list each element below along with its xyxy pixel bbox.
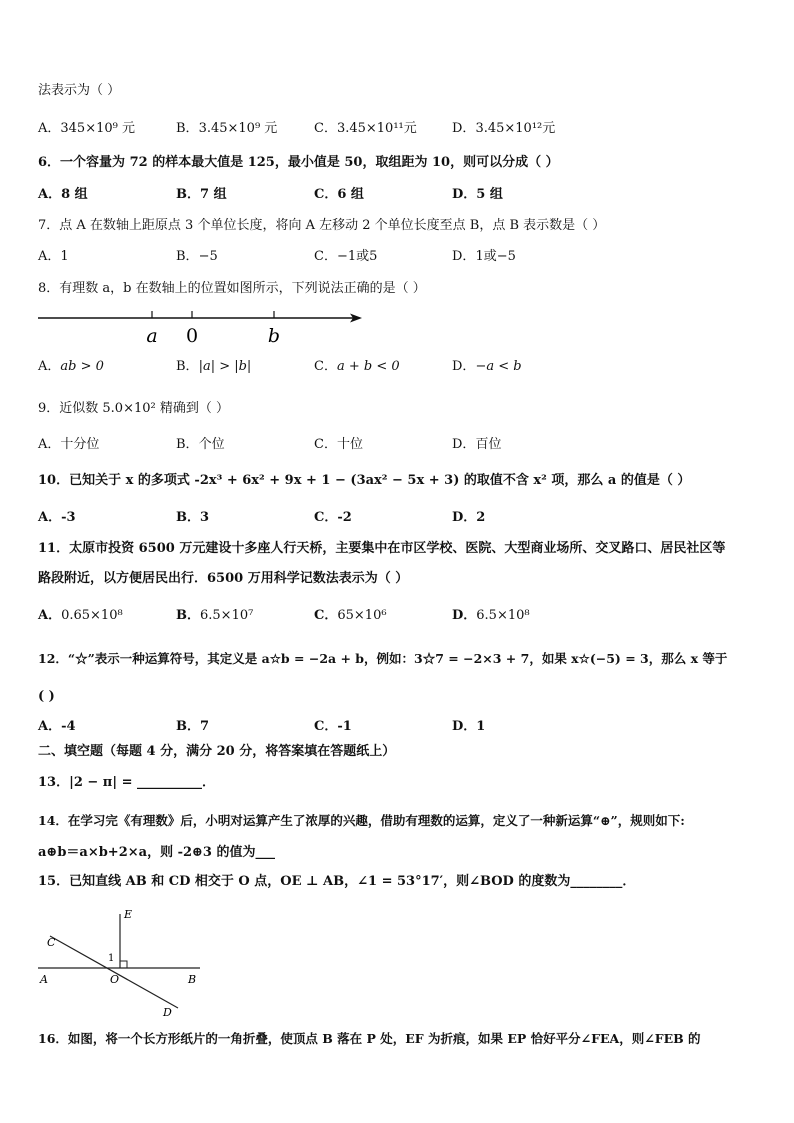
q6-option-c xyxy=(314,186,364,204)
option-text: 十位 xyxy=(336,437,363,452)
q9-stem: 9．近似数 5.0×10² 精确到（ ） xyxy=(38,401,229,416)
option-text: 345×10⁹ 元 xyxy=(60,121,135,136)
label-a: A xyxy=(40,973,48,986)
option-text: 6.5×10⁸ xyxy=(476,608,530,623)
option-text: 3.45×10¹¹元 xyxy=(336,121,417,136)
q16-stem: 16．如图，将一个长方形纸片的一角折叠，使顶点 B 落在 P 处，EF 为折痕，如果 EP 恰好平分∠FEA，则∠FEB 的 xyxy=(38,1031,701,1046)
q5-stem-end: 法表示为（ ） xyxy=(38,83,121,98)
option-label: D． xyxy=(452,249,476,264)
label-o: O xyxy=(110,973,120,986)
option-label: B． xyxy=(176,437,199,452)
q10-stem: 10．已知关于 x 的多项式 -2x³ + 6x² + 9x + 1 − (3ax² − 5x + 3) 的取值不含 x² 项，那么 a 的值是（ ） xyxy=(38,473,691,488)
option-text: 百位 xyxy=(475,437,502,452)
q13-stem: 13．|2 − π| = __________． xyxy=(38,775,215,790)
option-label: C． xyxy=(314,719,338,734)
q6-stem: 6．一个容量为 72 的样本最大值是 125，最小值是 50，取组距为 10，则可以分成（ ） xyxy=(38,155,559,170)
option-text: -3 xyxy=(61,510,76,525)
option-label: D． xyxy=(452,510,477,525)
q6-option-b xyxy=(176,186,227,204)
option-label: A． xyxy=(38,121,61,136)
option-text: 0.65×10⁸ xyxy=(61,608,123,623)
option-label: C． xyxy=(314,608,338,623)
option-text: 3 xyxy=(200,510,210,525)
option-text: -4 xyxy=(61,719,76,734)
option-label: D． xyxy=(452,359,476,374)
option-text: −1或5 xyxy=(336,249,378,264)
option-label: B． xyxy=(176,510,200,525)
option-text: 8 组 xyxy=(61,187,88,202)
q15-stem: 15．已知直线 AB 和 CD 相交于 O 点，OE ⊥ AB，∠1 = 53°17′，则∠BOD 的度数为________． xyxy=(38,874,636,889)
option-label: C． xyxy=(314,121,337,136)
option-label: A． xyxy=(38,719,62,734)
option-label: B． xyxy=(176,608,200,623)
q9-option-c xyxy=(314,436,363,454)
label-b: B xyxy=(188,973,197,986)
q9-option-d xyxy=(452,436,501,454)
q11-stem-line2: 路段附近，以方便居民出行．6500 万用科学记数法表示为（ ） xyxy=(38,571,409,586)
option-label: D． xyxy=(452,437,476,452)
option-text: 1或−5 xyxy=(475,249,516,264)
q6-option-a xyxy=(38,186,88,204)
option-text: 7 xyxy=(200,719,210,734)
q7-stem: 7．点 A 在数轴上距原点 3 个单位长度，将向 A 左移动 2 个单位长度至点 B，点 B 表示数是（ ） xyxy=(38,218,606,233)
option-text: −a < b xyxy=(475,359,522,374)
q7-option-a xyxy=(38,248,69,266)
option-label: A． xyxy=(38,510,62,525)
option-label: D． xyxy=(452,121,476,136)
q11-stem-line1: 11．太原市投资 6500 万元建设十多座人行天桥，主要集中在市区学校、医院、大型商业场所、交叉路口、居民社区等 xyxy=(38,541,726,556)
option-label: C． xyxy=(314,437,337,452)
label-e: E xyxy=(124,908,133,921)
option-label: A． xyxy=(38,187,62,202)
q12-stem-line2: ( ) xyxy=(38,689,55,704)
option-text: 3.45×10⁹ 元 xyxy=(198,121,278,136)
q9-option-a xyxy=(38,436,99,454)
q10-option-b xyxy=(176,509,209,527)
option-label: B． xyxy=(176,359,199,374)
q12-option-c xyxy=(314,718,352,736)
option-label: D． xyxy=(452,719,477,734)
option-text: 65×10⁶ xyxy=(337,608,387,623)
q7-option-d xyxy=(452,248,516,266)
q14-stem-line1: 14．在学习完《有理数》后，小明对运算产生了浓厚的兴趣，借助有理数的运算，定义了一种新运算“⊕”，规则如下: xyxy=(38,813,685,828)
option-text: |a| > |b| xyxy=(198,359,252,374)
label-c: C xyxy=(47,936,56,949)
option-text: 5 组 xyxy=(476,187,503,202)
q7-option-c xyxy=(314,248,377,266)
q10-option-a xyxy=(38,509,76,527)
q14-stem-line2: a⊕b＝a×b+2×a，则 -2⊕3 的值为___ xyxy=(38,845,275,860)
option-label: B． xyxy=(176,121,199,136)
option-label: A． xyxy=(38,437,61,452)
q8-option-a xyxy=(38,358,104,376)
option-text: 7 组 xyxy=(200,187,227,202)
option-text: -1 xyxy=(337,719,352,734)
option-label: C． xyxy=(314,187,338,202)
option-label: C． xyxy=(314,249,337,264)
q10-option-d xyxy=(452,509,485,527)
option-text: 个位 xyxy=(198,437,225,452)
option-text: a + b < 0 xyxy=(336,359,400,374)
label-d: D xyxy=(163,1006,172,1018)
q12-stem-line1: 12．“☆”表示一种运算符号，其定义是 a☆b = −2a + b，例如：3☆7 = −2×3 + 7，如果 x☆(−5) = 3，那么 x 等于 xyxy=(38,651,728,666)
option-text: 2 xyxy=(476,510,486,525)
option-text: 1 xyxy=(476,719,486,734)
option-label: A． xyxy=(38,608,62,623)
option-text: -2 xyxy=(337,510,352,525)
option-text: 6 组 xyxy=(337,187,364,202)
option-label: B． xyxy=(176,249,199,264)
line-cd xyxy=(50,936,178,1008)
q6-option-d xyxy=(452,186,503,204)
q8-stem: 8．有理数 a，b 在数轴上的位置如图所示，下列说法正确的是（ ） xyxy=(38,281,426,296)
option-label: D． xyxy=(452,187,477,202)
intersecting-lines-figure xyxy=(30,906,210,1018)
option-text: ab > 0 xyxy=(60,359,104,374)
option-label: C． xyxy=(314,359,337,374)
q11-option-a xyxy=(38,607,123,625)
option-label: D． xyxy=(452,608,477,623)
option-text: 3.45×10¹²元 xyxy=(475,121,556,136)
option-label: A． xyxy=(38,249,61,264)
option-label: B． xyxy=(176,719,200,734)
q8-option-b xyxy=(176,358,251,376)
q5-option-a xyxy=(38,120,135,138)
q5-option-d xyxy=(452,120,555,138)
option-text: 十分位 xyxy=(60,437,100,452)
q5-option-b xyxy=(176,120,277,138)
q12-option-b xyxy=(176,718,209,736)
q10-option-c xyxy=(314,509,352,527)
q9-option-b xyxy=(176,436,225,454)
q7-option-b xyxy=(176,248,218,266)
q8-option-d xyxy=(452,358,522,376)
q11-option-d xyxy=(452,607,530,625)
option-label: A． xyxy=(38,359,61,374)
q8-option-c xyxy=(314,358,400,376)
right-angle-mark xyxy=(120,961,127,968)
axis-label-a: a xyxy=(146,325,158,347)
option-text: 1 xyxy=(60,249,69,264)
option-label: B． xyxy=(176,187,200,202)
option-text: −5 xyxy=(198,249,218,264)
q12-option-a xyxy=(38,718,76,736)
section-heading-fill-in: 二、填空题（每题 4 分，满分 20 分，将答案填在答题纸上） xyxy=(38,744,396,759)
q5-option-c xyxy=(314,120,417,138)
option-label: C． xyxy=(314,510,338,525)
q11-option-b xyxy=(176,607,253,625)
option-text: 6.5×10⁷ xyxy=(200,608,254,623)
label-angle-1: 1 xyxy=(108,953,115,964)
q12-option-d xyxy=(452,718,485,736)
number-line-figure xyxy=(36,306,368,348)
q11-option-c xyxy=(314,607,387,625)
axis-label-b: b xyxy=(267,325,281,347)
axis-label-0: 0 xyxy=(185,325,199,347)
